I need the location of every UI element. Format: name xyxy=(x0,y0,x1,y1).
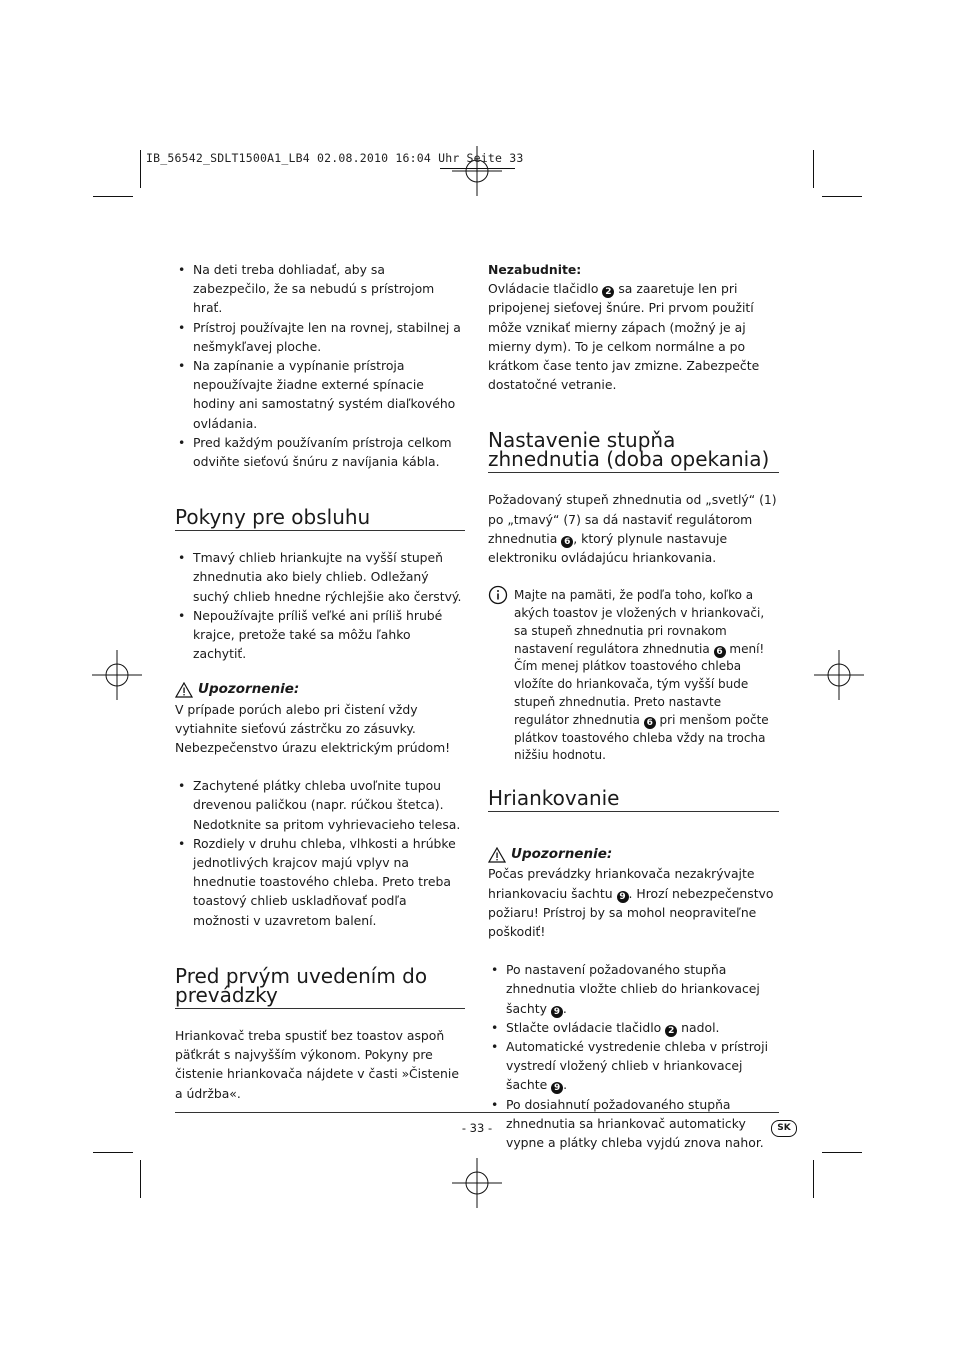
note-text: Ovládacie tlačidlo 2 sa zaaretuje len pri pripojenej sieťovej šnúre. Pri prvom použití môže vznikať mierny zápach (možný je aj mierny dym). To je celkom normálne a po krátkom čase tento jav zmizne. Zabezpečte dostatočné vetranie. xyxy=(488,281,760,393)
right-column xyxy=(488,260,779,1152)
list-item: • Pred každým používaním prístroja celkom odviňte sieťovú šnúru z navíjania kábla. xyxy=(175,433,465,471)
part-number-badge: 6 xyxy=(561,536,573,548)
part-number-badge: 9 xyxy=(617,891,629,903)
heading-nastavenie: Nastavenie stupňa zhnednutia (doba opekania) xyxy=(488,431,779,473)
warning-icon xyxy=(488,847,506,863)
warning-heading xyxy=(175,680,465,699)
registration-mark-right xyxy=(814,650,864,700)
paragraph: Hriankovač treba spustiť bez toastov aspoň päťkrát s najvyšším výkonom. Pokyny pre čistenie hriankovača nájdete v časti »Čistenie a údržba«. xyxy=(175,1027,459,1101)
crop-mark xyxy=(822,1152,862,1153)
heading-hriankovanie: Hriankovanie xyxy=(488,789,779,812)
list-item: • Nepoužívajte príliš veľké ani príliš hrubé krajce, pretože také sa môžu ľahko zachytiť. xyxy=(175,606,465,664)
warning-heading xyxy=(488,845,779,864)
list-item: • Na zapínanie a vypínanie prístroja nepoužívajte žiadne externé spínacie hodiny ani samostatný systém diaľkového ovládania. xyxy=(175,356,465,433)
list-item: • Prístroj používajte len na rovnej, stabilnej a nešmykľavej ploche. xyxy=(175,318,465,356)
registration-mark-left xyxy=(92,650,142,700)
print-info: IB_56542_SDLT1500A1_LB4 02.08.2010 16:04 Uhr Seite 33 xyxy=(146,151,524,165)
language-badge: SK xyxy=(771,1120,797,1137)
part-number-badge: 9 xyxy=(551,1082,563,1094)
warning-text: Počas prevádzky hriankovača nezakrývajte hriankovaciu šachtu 9 . Hrozí nebezpečenstvo požiaru! Prístroj by sa mohol neopraviteľne poškodiť! xyxy=(488,866,774,940)
crop-mark xyxy=(813,150,814,188)
footer-rule xyxy=(175,1112,779,1113)
crop-mark xyxy=(140,1160,141,1198)
registration-mark-bottom xyxy=(452,1158,502,1208)
part-number-badge: 2 xyxy=(602,286,614,298)
note-label: Nezabudnite: xyxy=(488,262,582,277)
list-item: • Tmavý chlieb hriankujte na vyšší stupeň zhnednutia ako biely chlieb. Odležaný suchý chlieb hnedne rýchlejšie ako čerstvý. xyxy=(175,548,465,606)
part-number-badge: 9 xyxy=(551,1006,563,1018)
warning-label: Upozornenie: xyxy=(511,846,613,863)
warning-icon xyxy=(175,682,193,698)
page-number: - 33 - xyxy=(461,1121,493,1135)
crop-mark xyxy=(93,1152,133,1153)
warning-label: Upozornenie: xyxy=(198,681,300,698)
heading-pokyny: Pokyny pre obsluhu xyxy=(175,508,465,531)
part-number-badge: 2 xyxy=(665,1025,677,1037)
list-item: • Po dosiahnutí požadovaného stupňa zhnednutia sa hriankovač automaticky vypne a plátky chleba vyjdú znova nahor. xyxy=(488,1095,779,1153)
list-item: • Stlačte ovládacie tlačidlo 2 nadol. xyxy=(488,1018,779,1037)
warning-text: V prípade porúch alebo pri čistení vždy vytiahnite sieťovú zástrčku zo zásuvky. Nebezpečenstvo úrazu elektrickým prúdom! xyxy=(175,701,451,756)
list-item: • Zachytené plátky chleba uvoľnite tupou drevenou paličkou (napr. rúčkou štetca). Nedotknite sa pritom vyhrievacieho telesa. xyxy=(175,776,465,834)
list-item: • Automatické vystredenie chleba v prístroji vystredí vložený chlieb v hriankovacej šachte 9 . xyxy=(488,1037,779,1095)
info-icon xyxy=(488,585,508,605)
list-item: • Po nastavení požadovaného stupňa zhnednutia vložte chlieb do hriankovacej šachty 9 . xyxy=(488,960,779,1018)
heading-pred-prvym: Pred prvým uvedením do prevádzky xyxy=(175,967,465,1009)
crop-mark xyxy=(813,1160,814,1198)
list-item: • Na deti treba dohliadať, aby sa zabezpečilo, že sa nebudú s prístrojom hrať. xyxy=(175,260,465,318)
part-number-badge: 6 xyxy=(644,717,656,729)
info-block: Majte na pamäti, že podľa toho, koľko a akých toastov je vložených v hriankovači, sa stupeň zhnednutia pri rovnakom nastavení regulátora zhnednutia 6 mení! Čím menej plátkov toastového chleba vložíte do hriankovača, tým vyšší bude stupeň zhnednutia. Preto nastavte regulátor zhnednutia 6 pri menšom počte plátkov toastového chleba vždy na trocha nižšiu hodnotu. xyxy=(488,587,779,765)
print-line-underline xyxy=(440,168,515,169)
list-item: • Rozdiely v druhu chleba, vlhkosti a hrúbke jednotlivých krajcov majú vplyv na hnednutie toastového chleba. Preto treba toastový chlieb uskladňovať podľa možnosti v uzavretom balení. xyxy=(175,834,465,930)
paragraph: Požadovaný stupeň zhnednutia od „svetlý“ (1) po „tmavý“ (7) sa dá nastaviť regulátorom zhnednutia 6 , ktorý plynule nastavuje elektroniku ovládajúcu hriankovania. xyxy=(488,492,777,566)
crop-mark xyxy=(822,196,862,197)
crop-mark xyxy=(140,150,141,188)
part-number-badge: 6 xyxy=(714,646,726,658)
crop-mark xyxy=(93,196,133,197)
left-column xyxy=(175,260,465,1103)
